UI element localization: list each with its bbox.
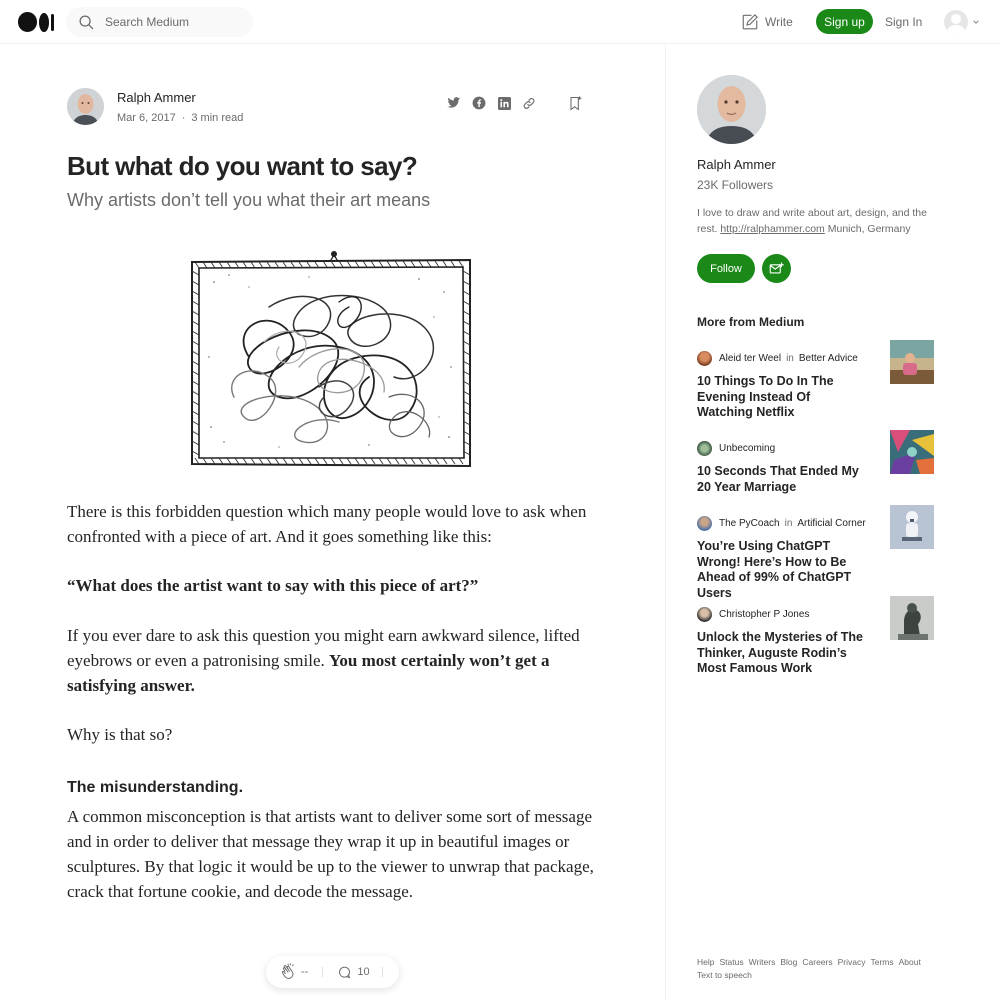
story-thumbnail-image[interactable] — [890, 430, 934, 474]
author-portrait-icon — [697, 75, 766, 144]
write-label: Write — [765, 15, 793, 29]
footer-links — [697, 956, 937, 982]
read-time: 3 min read — [191, 112, 244, 124]
write-icon — [741, 13, 759, 31]
author-avatar[interactable] — [67, 88, 104, 125]
search-input[interactable] — [105, 15, 245, 29]
scribble-illustration — [189, 247, 473, 469]
paragraph: Why is that so? — [67, 725, 173, 744]
article-title: But what do you want to say? — [67, 151, 418, 181]
paragraph: There is this forbidden question which many people would love to ask when confronted with a piece of art. And it goes something like this: — [67, 502, 587, 546]
follower-count[interactable]: 23K Followers — [697, 178, 774, 192]
clap-icon — [279, 963, 297, 981]
author-meta — [117, 112, 243, 124]
story-thumbnail-image[interactable] — [890, 505, 934, 549]
author-bio — [697, 205, 942, 237]
paragraph-text: If you ever dare to ask this question you might earn awkward silence, lifted eyebrows or even a patronising smile. — [67, 626, 580, 670]
copy-link-icon[interactable] — [522, 96, 536, 110]
mail-plus-icon — [769, 262, 784, 275]
footer-link-terms[interactable]: Terms — [870, 957, 894, 967]
in-label: in — [786, 352, 794, 364]
follow-button[interactable]: Follow — [697, 254, 755, 283]
story-author[interactable]: Unbecoming — [719, 442, 776, 454]
search-icon — [78, 14, 95, 31]
search-box[interactable] — [66, 7, 253, 37]
footer-link-help[interactable]: Help — [697, 957, 715, 967]
publication-avatar — [697, 441, 712, 456]
author-avatar — [697, 516, 712, 531]
author-avatar — [697, 607, 712, 622]
medium-logo[interactable] — [18, 12, 54, 32]
write-button[interactable] — [741, 13, 793, 31]
story-thumbnail-image[interactable] — [890, 340, 934, 384]
engagement-bar — [266, 956, 399, 988]
chevron-down-icon — [972, 18, 980, 26]
quote-text: “What does the artist want to say with this piece of art?” — [67, 576, 479, 595]
footer-link-blog[interactable]: Blog — [780, 957, 798, 967]
author-avatar — [697, 351, 712, 366]
author-row — [67, 88, 587, 128]
sign-up-button[interactable]: Sign up — [816, 9, 873, 34]
paragraph: A common misconception is that artists want to deliver some sort of message and in order to deliver that message they wrap it up in beautiful images or sculptures. By that logic it would be up to the viewer to unwrap that package, crack that fortune cookie, and decode the message. — [67, 807, 594, 901]
divider — [382, 967, 383, 977]
share-buttons — [447, 96, 536, 110]
footer-link-text-to-speech[interactable]: Text to speech — [697, 970, 752, 980]
user-menu[interactable] — [944, 10, 980, 34]
sidebar-author-name[interactable]: Ralph Ammer — [697, 157, 776, 172]
story-title[interactable]: You’re Using ChatGPT Wrong! Here’s How to Be Ahead of 99% of ChatGPT Users — [697, 539, 852, 600]
more-from-medium-heading: More from Medium — [697, 315, 805, 329]
story-thumbnail-image[interactable] — [890, 596, 934, 640]
story-author[interactable]: Christopher P Jones — [719, 608, 810, 620]
recommended-story[interactable] — [697, 606, 937, 677]
story-publication[interactable]: Better Advice — [798, 352, 858, 364]
story-publication[interactable]: Artificial Corner — [797, 517, 866, 529]
footer-link-writers[interactable]: Writers — [748, 957, 776, 967]
user-avatar-icon — [944, 10, 968, 34]
sidebar — [665, 44, 1000, 1000]
footer-link-privacy[interactable]: Privacy — [837, 957, 866, 967]
footer-link-status[interactable]: Status — [719, 957, 744, 967]
facebook-icon[interactable] — [472, 96, 486, 110]
divider — [322, 967, 323, 977]
sign-in-link[interactable]: Sign In — [885, 15, 923, 29]
paragraph-emphasis: You most certainly won’t get a satisfying answer. — [67, 651, 550, 695]
section-heading: The misunderstanding. — [67, 779, 244, 796]
responses-button[interactable] — [337, 965, 369, 980]
story-title[interactable]: Unlock the Mysteries of The Thinker, Auguste Rodin’s Most Famous Work — [697, 630, 864, 675]
author-portrait-icon — [67, 88, 104, 125]
clap-count: -- — [301, 966, 309, 978]
meta-separator: · — [181, 112, 186, 124]
recommended-story[interactable] — [697, 440, 937, 495]
bookmark-icon[interactable] — [567, 95, 583, 117]
twitter-icon[interactable] — [447, 96, 461, 110]
sidebar-author-avatar[interactable] — [697, 75, 766, 144]
clap-button[interactable] — [279, 963, 308, 981]
story-title[interactable]: 10 Things To Do In The Evening Instead Of Watching Netflix — [697, 374, 834, 419]
story-author[interactable]: The PyCoach — [719, 517, 780, 529]
top-navigation-bar — [0, 0, 1000, 44]
paragraph — [67, 623, 597, 698]
publish-date: Mar 6, 2017 — [117, 112, 176, 124]
article-subtitle: Why artists don’t tell you what their art means — [67, 190, 431, 210]
linkedin-icon[interactable] — [497, 96, 511, 110]
footer-link-about[interactable]: About — [898, 957, 921, 967]
author-name[interactable]: Ralph Ammer — [117, 90, 196, 105]
footer-link-careers[interactable]: Careers — [802, 957, 833, 967]
bio-website-link[interactable]: http://ralphammer.com — [720, 223, 825, 235]
recommended-story[interactable] — [697, 515, 937, 601]
paragraph-quote — [67, 573, 597, 598]
bio-location: Munich, Germany — [824, 223, 911, 235]
in-label: in — [784, 517, 793, 529]
story-title[interactable]: 10 Seconds That Ended My 20 Year Marriage — [697, 464, 859, 494]
response-count: 10 — [357, 966, 370, 978]
subscribe-email-button[interactable] — [762, 254, 791, 283]
recommended-story[interactable] — [697, 350, 937, 421]
comment-icon — [337, 965, 352, 980]
bio-text: I love to draw and write about art, design, and the rest. — [697, 207, 927, 235]
story-author[interactable]: Aleid ter Weel — [719, 352, 782, 364]
